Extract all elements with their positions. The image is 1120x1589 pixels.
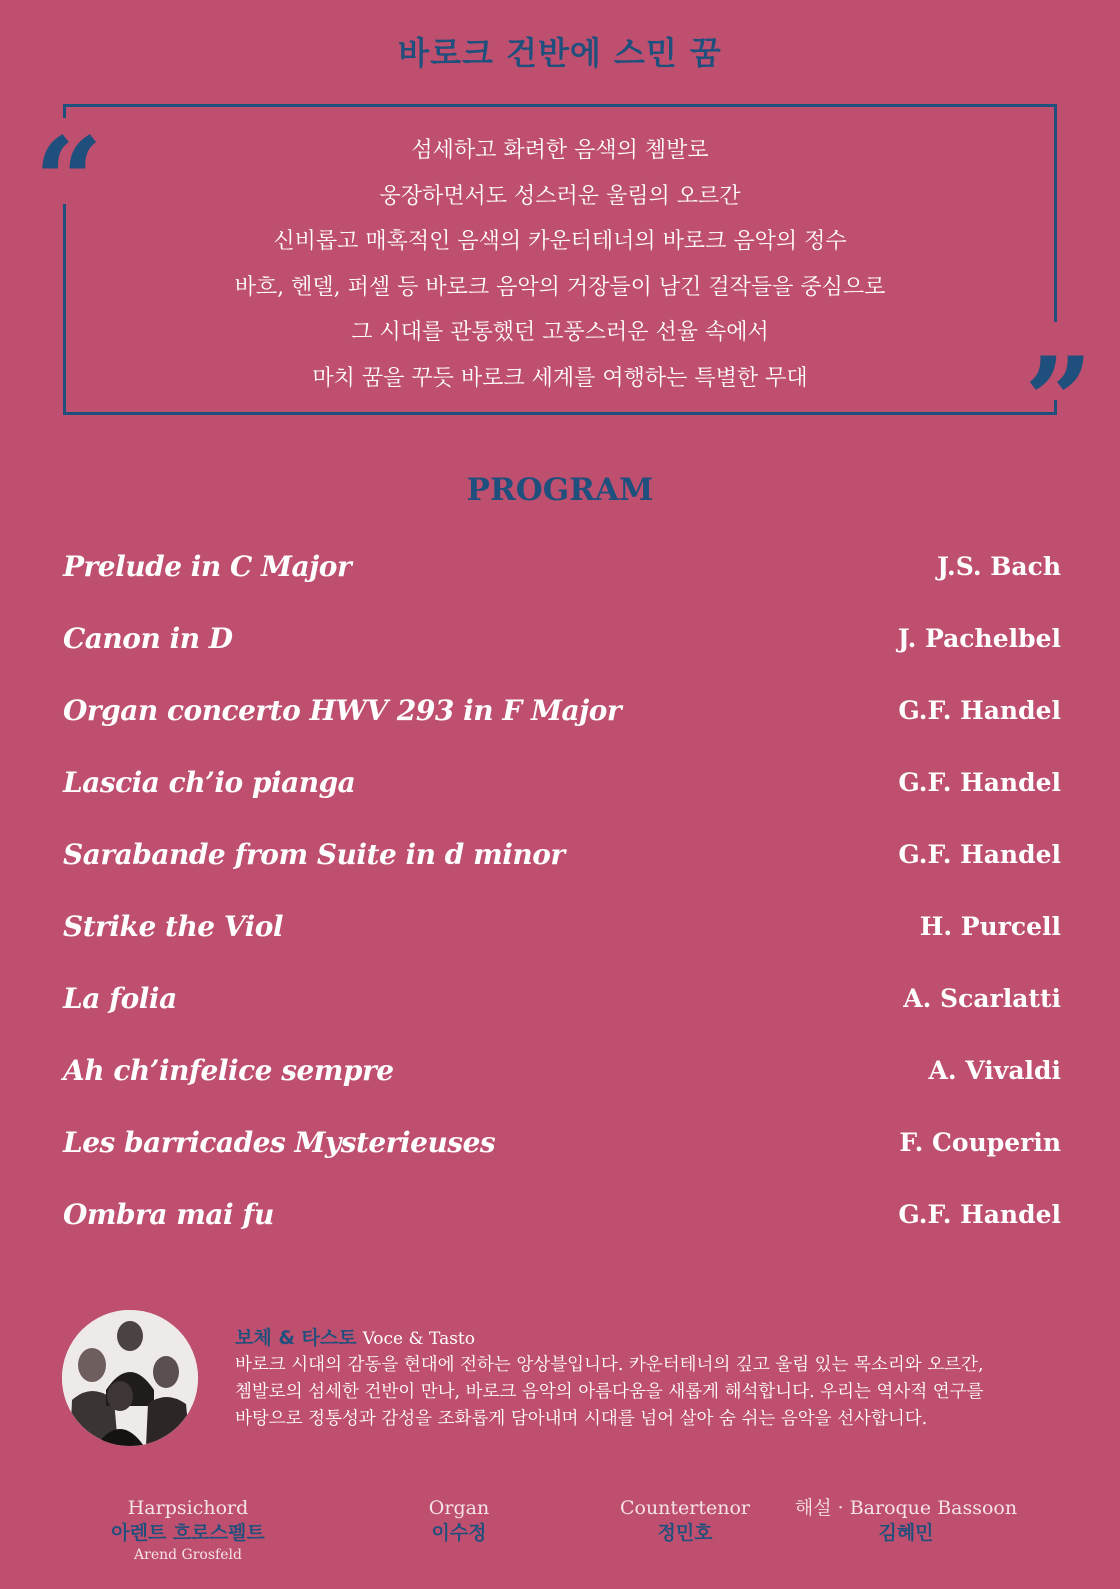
composer-name: H. Purcell bbox=[919, 912, 1061, 941]
ensemble-photo bbox=[62, 1310, 198, 1446]
performer-name: 아렌트 흐로스펠트 bbox=[111, 1522, 265, 1544]
composer-name: J.S. Bach bbox=[937, 552, 1061, 581]
program-item bbox=[63, 1126, 1061, 1198]
performer-role: 해설 · Baroque Bassoon bbox=[794, 1497, 1018, 1519]
performer-narrator-bassoon bbox=[786, 1496, 1026, 1546]
program-item bbox=[63, 1198, 1061, 1270]
performer-name: 정민호 bbox=[657, 1522, 713, 1544]
intro-line: 섬세하고 화려한 음색의 쳄발로 bbox=[411, 138, 709, 163]
program-item bbox=[63, 838, 1061, 910]
ensemble-description bbox=[235, 1352, 1065, 1433]
close-quote-icon: ” bbox=[1024, 331, 1094, 472]
ensemble-photo-image bbox=[62, 1310, 198, 1446]
piece-title: La folia bbox=[63, 982, 177, 1015]
composer-name: A. Vivaldi bbox=[928, 1056, 1061, 1085]
intro-line: 마치 꿈을 꾸듯 바로크 세계를 여행하는 특별한 무대 bbox=[312, 365, 808, 391]
piece-title: Ah ch’infelice sempre bbox=[63, 1054, 394, 1087]
intro-line: 바흐, 헨델, 퍼셀 등 바로크 음악의 거장들이 남긴 걸작들을 중심으로 bbox=[234, 274, 886, 300]
program-list bbox=[63, 550, 1061, 1270]
piece-title: Prelude in C Major bbox=[63, 550, 352, 583]
intro-line: 웅장하면서도 성스러운 울림의 오르간 bbox=[379, 183, 741, 209]
piece-title: Strike the Viol bbox=[63, 910, 284, 943]
program-heading: PROGRAM bbox=[466, 472, 654, 508]
performer-role: Organ bbox=[428, 1497, 490, 1519]
ensemble-description-line: 바로크 시대의 감동을 현대에 전하는 앙상블입니다. 카운터테너의 깊고 울림 있는 목소리와 오르간, bbox=[235, 1355, 984, 1375]
ensemble-name-kr: 보체 & 타스토 bbox=[235, 1327, 357, 1349]
composer-name: G.F. Handel bbox=[898, 696, 1061, 725]
intro-line: 그 시대를 관통했던 고풍스러운 선율 속에서 bbox=[351, 320, 769, 345]
program-item bbox=[63, 694, 1061, 766]
performer-name-en: Arend Grosfeld bbox=[134, 1547, 242, 1563]
composer-name: G.F. Handel bbox=[898, 1200, 1061, 1229]
open-quote-icon: “ bbox=[34, 111, 104, 252]
program-item bbox=[63, 550, 1061, 622]
piece-title: Les barricades Mysterieuses bbox=[63, 1126, 496, 1159]
program-item bbox=[63, 910, 1061, 982]
composer-name: A. Scarlatti bbox=[903, 984, 1061, 1013]
concert-title: 바로크 건반에 스민 꿈 bbox=[398, 34, 722, 72]
performer-countertenor bbox=[565, 1496, 805, 1546]
performer-organ bbox=[339, 1496, 579, 1546]
ensemble-description-line: 쳄발로의 섬세한 건반이 만나, 바로크 음악의 아름다움을 새롭게 해석합니다. 우리는 역사적 연구를 bbox=[235, 1382, 984, 1402]
composer-name: G.F. Handel bbox=[898, 768, 1061, 797]
program-item bbox=[63, 1054, 1061, 1126]
composer-name: J. Pachelbel bbox=[897, 624, 1061, 653]
composer-name: F. Couperin bbox=[899, 1128, 1061, 1157]
program-item bbox=[63, 622, 1061, 694]
performer-name: 이수정 bbox=[431, 1522, 487, 1544]
piece-title: Lascia ch’io pianga bbox=[63, 766, 356, 799]
ensemble-description-line: 바탕으로 정통성과 감성을 조화롭게 담아내며 시대를 넘어 살아 숨 쉬는 음악을 선사합니다. bbox=[235, 1409, 928, 1429]
piece-title: Ombra mai fu bbox=[63, 1198, 274, 1231]
performer-role: Countertenor bbox=[619, 1497, 751, 1519]
performer-harpsichord bbox=[68, 1496, 308, 1564]
composer-name: G.F. Handel bbox=[898, 840, 1061, 869]
program-item bbox=[63, 982, 1061, 1054]
piece-title: Organ concerto HWV 293 in F Major bbox=[63, 694, 622, 727]
intro-text bbox=[120, 128, 1000, 401]
program-item bbox=[63, 766, 1061, 838]
ensemble-title bbox=[235, 1323, 475, 1350]
performer-role: Harpsichord bbox=[127, 1497, 249, 1519]
piece-title: Sarabande from Suite in d minor bbox=[63, 838, 565, 871]
performer-name: 김혜민 bbox=[878, 1522, 934, 1544]
ensemble-name-en: Voce & Tasto bbox=[362, 1329, 475, 1349]
piece-title: Canon in D bbox=[63, 622, 233, 655]
intro-line: 신비롭고 매혹적인 음색의 카운터테너의 바로크 음악의 정수 bbox=[273, 229, 847, 254]
